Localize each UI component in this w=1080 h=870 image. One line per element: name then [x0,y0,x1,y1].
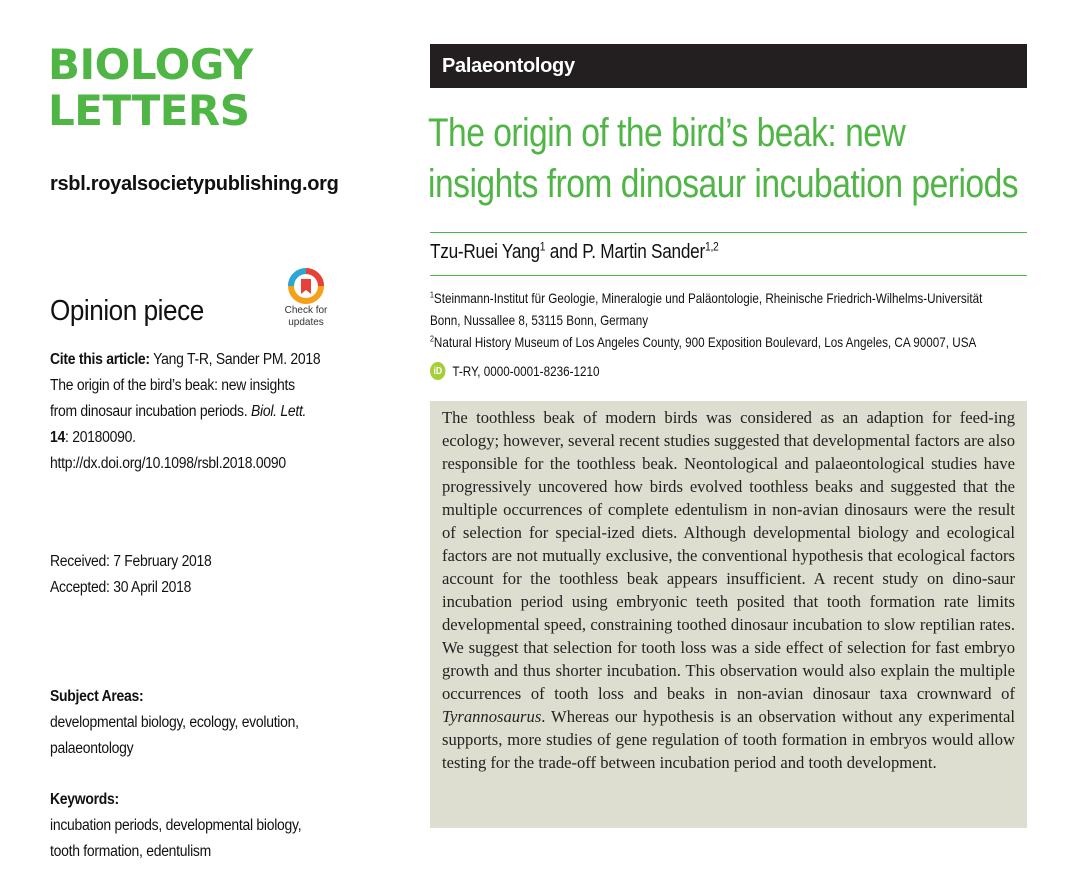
cite-label: Cite this article: [50,351,150,368]
section-bar [430,44,1027,88]
article-title [428,108,1019,210]
journal-logo-line1: BIOLOGY [48,40,253,89]
aff1-number: 1 [430,290,434,300]
aff2-number: 2 [430,334,434,344]
article-title-line1: The origin of the bird’s beak: new [428,111,906,155]
cite-journal: Biol. Lett. [250,403,307,420]
abstract-box [430,401,1027,828]
affiliations [430,288,1015,354]
journal-url[interactable]: rsbl.royalsocietypublishing.org [50,173,339,195]
subject-areas-line2: palaeontology [50,740,134,757]
cite-article-no: : 20180090. [64,429,136,446]
keywords-line2: tooth formation, edentulism [50,843,211,860]
citation-block [50,347,347,477]
keywords-line1: incubation periods, developmental biology, [50,817,302,834]
author-2: P. Martin Sander [582,241,705,263]
check-updates-icon [288,268,324,304]
aff2-text: Natural History Museum of Los Angeles County, 900 Exposition Boulevard, Los Angeles, CA 90007, USA [433,335,977,350]
cite-line1: Yang T-R, Sander PM. 2018 [153,351,321,368]
abstract-genus: Tyrannosaurus [442,707,542,726]
cite-volume: 14 [50,429,65,446]
journal-logo [48,42,288,134]
article-type: Opinion piece [50,295,204,327]
author-conjunction: and [545,241,583,263]
check-updates-line1: Check for [284,305,328,316]
check-updates-line2: updates [288,317,324,328]
abstract-part2: . Whereas our hypothesis is an observation without any experimental supports, more studies of gene regulation of tooth formation in embryos would allow testing for the trade-off between incubation period and tooth development. [442,707,1015,772]
orcid-row[interactable] [430,362,599,380]
authors [430,241,719,264]
subject-areas-line1: developmental biology, ecology, evolution, [50,714,299,731]
title-divider [430,232,1027,233]
author-2-affiliation: 1,2 [704,239,719,254]
journal-logo-line2: LETTERS [48,86,250,135]
subject-areas-label: Subject Areas: [50,688,144,705]
author-1: Tzu-Ruei Yang [430,241,540,263]
section-label: Palaeontology [442,55,575,77]
author-1-affiliation: 1 [539,239,546,254]
cite-line3: from dinosaur incubation periods. [50,403,251,420]
abstract-text [442,406,1015,774]
orcid-icon: iD [430,362,445,380]
accepted-date: Accepted: 30 April 2018 [50,579,192,596]
keywords-label: Keywords: [50,791,119,808]
authors-divider [430,275,1027,276]
subject-areas-block [50,684,347,762]
cite-line2: The origin of the bird’s beak: new insights [50,377,295,394]
cite-doi-link[interactable]: http://dx.doi.org/10.1098/rsbl.2018.0090 [50,455,286,472]
aff1-line1: Steinmann-Institut für Geologie, Mineralogie und Paläontologie, Rheinische Friedrich-Wilhelms-Universität [433,291,983,306]
received-date: Received: 7 February 2018 [50,553,212,570]
dates-block [50,549,320,601]
abstract-part1: The toothless beak of modern birds was considered as an adaption for feed-ing ecology; however, several recent studies suggested that developmental factors are also responsible for the toothless beak. Neontological and palaeontological studies have progressively uncovered how birds evolved toothless beaks and suggested that the multiple occurrences of complete edentulism in non-avian dinosaurs were the result of selection for special-ized diets. Although developmental biology and ecological factors are not mutually exclusive, the conventional hypothesis that ecological factors account for the toothless beak appears insufficient. A recent study on dino-saur incubation period using embryonic teeth posited that tooth formation rate limits developmental speed, constraining toothed dinosaur incubation to slow reptilian rates. We suggest that selection for tooth loss was a side effect of selection for fast embryo growth and thus shorter incubation. This observation would also explain the multiple occurrences of tooth loss and beaks in non-avian dinosaur taxa crownward of [442,408,1015,703]
aff1-line2: Bonn, Nussallee 8, 53115 Bonn, Germany [430,313,649,328]
keywords-block [50,787,347,865]
orcid-id[interactable]: T-RY, 0000-0001-8236-1210 [452,363,600,379]
check-for-updates-badge[interactable] [276,268,336,328]
article-title-line2: insights from dinosaur incubation periods [428,162,1019,206]
